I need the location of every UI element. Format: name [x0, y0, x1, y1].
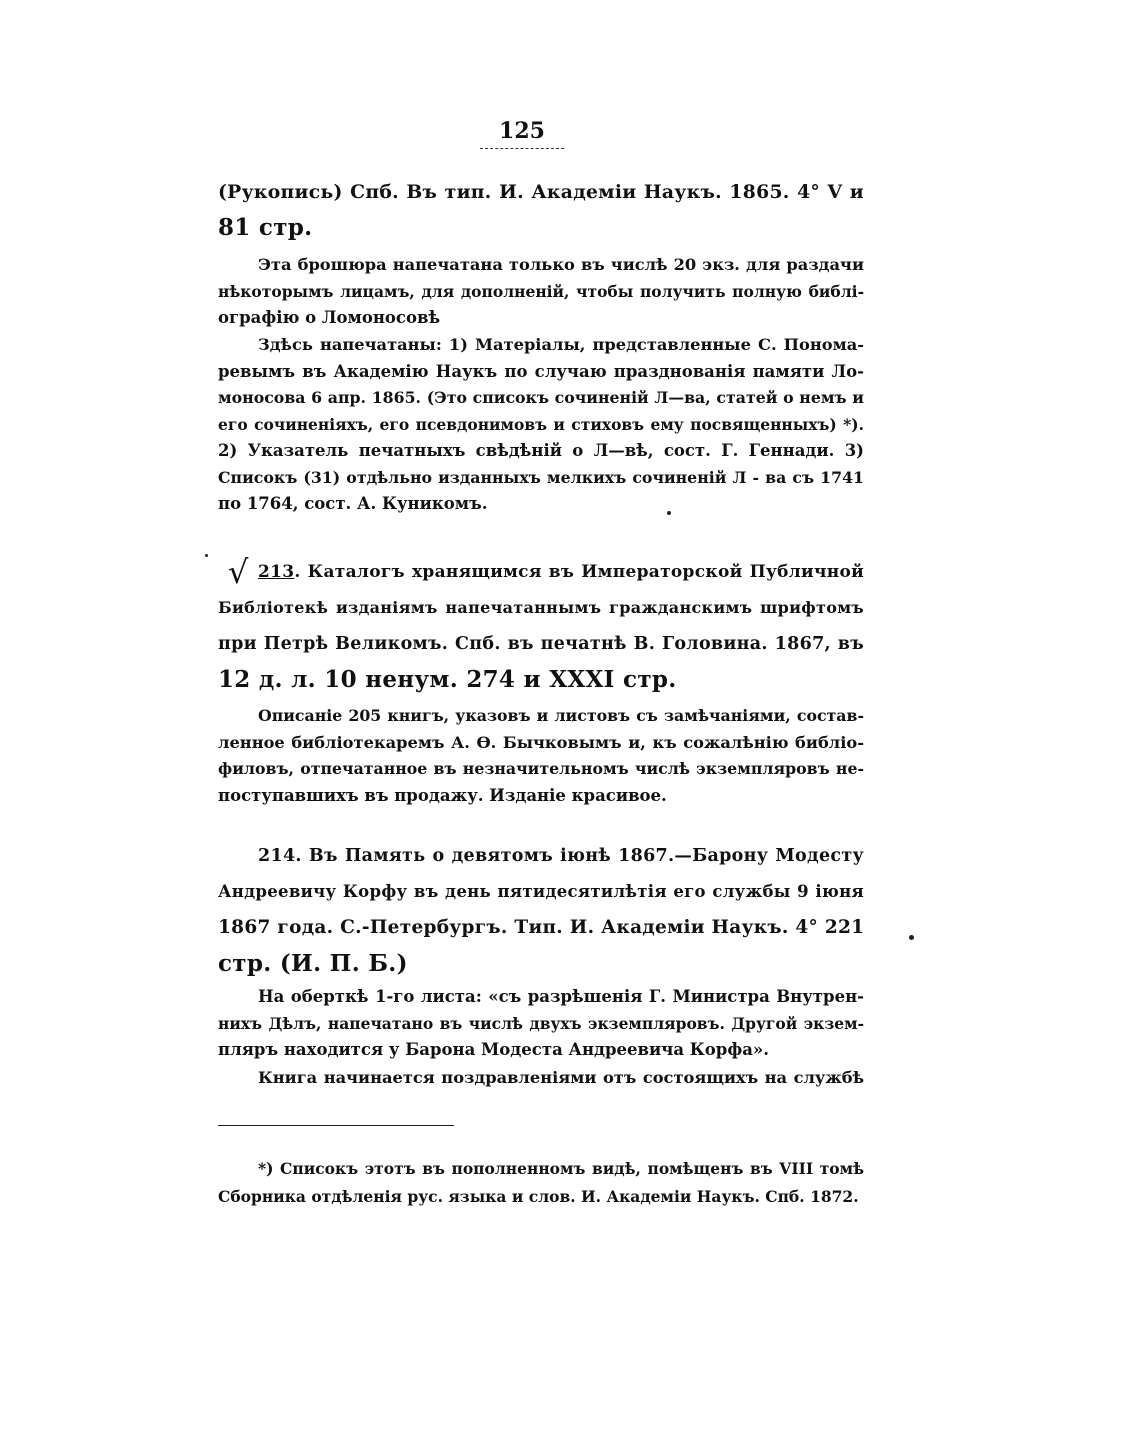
- text-line: (Рукопись) Спб. Въ тип. И. Академіи Наукъ. 1865. 4° V и: [218, 181, 864, 203]
- print-speck: [909, 935, 914, 940]
- entry-214-note-1: [218, 984, 864, 1064]
- entry-title-start: . Каталогъ хранящимся въ Императорской Публичной: [294, 562, 864, 582]
- entry-213-note: [218, 703, 864, 809]
- text-line: Книга начинается поздравленіями отъ состоящихъ на службѣ: [258, 1068, 864, 1087]
- text-line: Андреевичу Корфу въ день пятидесятилѣтія его службы 9 іюня: [218, 882, 864, 901]
- text-line: при Петрѣ Великомъ. Спб. въ печатнѣ В. Головина. 1867, въ: [218, 634, 864, 654]
- text-line: Описаніе 205 книгъ, указовъ и листовъ съ замѣчаніями, состав-: [258, 706, 864, 725]
- print-speck: [667, 511, 671, 515]
- text-line: его сочиненіяхъ, его псевдонимовъ и стиховъ ему посвященныхъ) *).: [218, 414, 864, 434]
- text-line: 1867 года. С.-Петербургъ. Тип. И. Академіи Наукъ. 4° 221: [218, 917, 865, 938]
- text-line: поступавшихъ въ продажу. Изданіе красивое.: [218, 785, 667, 805]
- text-line: стр. (И. П. Б.): [218, 950, 408, 977]
- entry-214: [218, 838, 864, 982]
- text-line: Списокъ (31) отдѣльно изданныхъ мелкихъ сочиненій Л - ва съ 1741: [218, 467, 864, 487]
- text-line: Здѣсь напечатаны: 1) Матеріалы, представленные С. Пономa-: [258, 335, 864, 354]
- text-line: Библіотекѣ изданіямъ напечатаннымъ гражданскимъ шрифтомъ: [218, 598, 864, 617]
- text-line: по 1764, сост. А. Куникомъ.: [218, 494, 488, 513]
- text-line: моносова 6 апр. 1865. (Это списокъ сочиненій Л—ва, статей о немъ и: [218, 388, 864, 407]
- text-line: 81 стр.: [218, 214, 313, 241]
- text-line: *) Списокъ этотъ въ пополненномъ видѣ, помѣщенъ въ VIII томѣ: [258, 1159, 864, 1178]
- text-line: ревымъ въ Академію Наукъ по случаю празднованія памяти Ло-: [218, 361, 864, 381]
- text-line: нихъ Дѣлъ, напечатано въ числѣ двухъ экземпляровъ. Другой экзем-: [218, 1013, 864, 1033]
- text-line: 12 д. л. 10 ненум. 274 и XXXI стр.: [218, 666, 677, 693]
- page-number-rule: [480, 148, 564, 149]
- text-line: филовъ, отпечатанное въ незначительномъ числѣ экземпляровъ не-: [218, 759, 864, 778]
- text-line: На оберткѣ 1-го листа: «съ разрѣшенія Г. Министра Внутрен-: [258, 987, 864, 1006]
- footnote: [218, 1155, 864, 1211]
- footnote-rule: [218, 1125, 454, 1126]
- page-number: 125: [499, 118, 545, 144]
- entry-212-note-1: [218, 252, 864, 332]
- entry-212-note-2: [218, 332, 864, 518]
- entry-214-note-2: [218, 1065, 864, 1092]
- text-line: ографію о Ломоносовѣ: [218, 308, 441, 327]
- check-mark: √: [228, 553, 249, 591]
- text-line: ленное библіотекаремъ А. Ѳ. Бычковымъ и, къ сожалѣнію библіо-: [218, 732, 864, 752]
- text-line: [218, 554, 864, 590]
- entry-number: 213: [258, 562, 295, 582]
- text-line: нѣкоторымъ лицамъ, для дополненій, чтобы получить полную библі-: [218, 281, 864, 301]
- text-line: 2) Указатель печатныхъ свѣдѣній о Л—вѣ, сост. Г. Геннади. 3): [218, 441, 864, 460]
- text-line: 214. Въ Память о девятомъ іюнѣ 1867.—Барону Модесту: [258, 846, 864, 866]
- text-line: пляръ находится у Барона Модеста Андреевича Корфа».: [218, 1040, 769, 1059]
- text-line: Эта брошюра напечатана только въ числѣ 20 экз. для раздачи: [258, 255, 864, 274]
- print-speck: [205, 554, 208, 557]
- text-line: Сборника отдѣленія рус. языка и слов. И. Академіи Наукъ. Спб. 1872.: [218, 1187, 859, 1206]
- entry-213: [218, 554, 864, 698]
- entry-212-tail: [218, 174, 864, 246]
